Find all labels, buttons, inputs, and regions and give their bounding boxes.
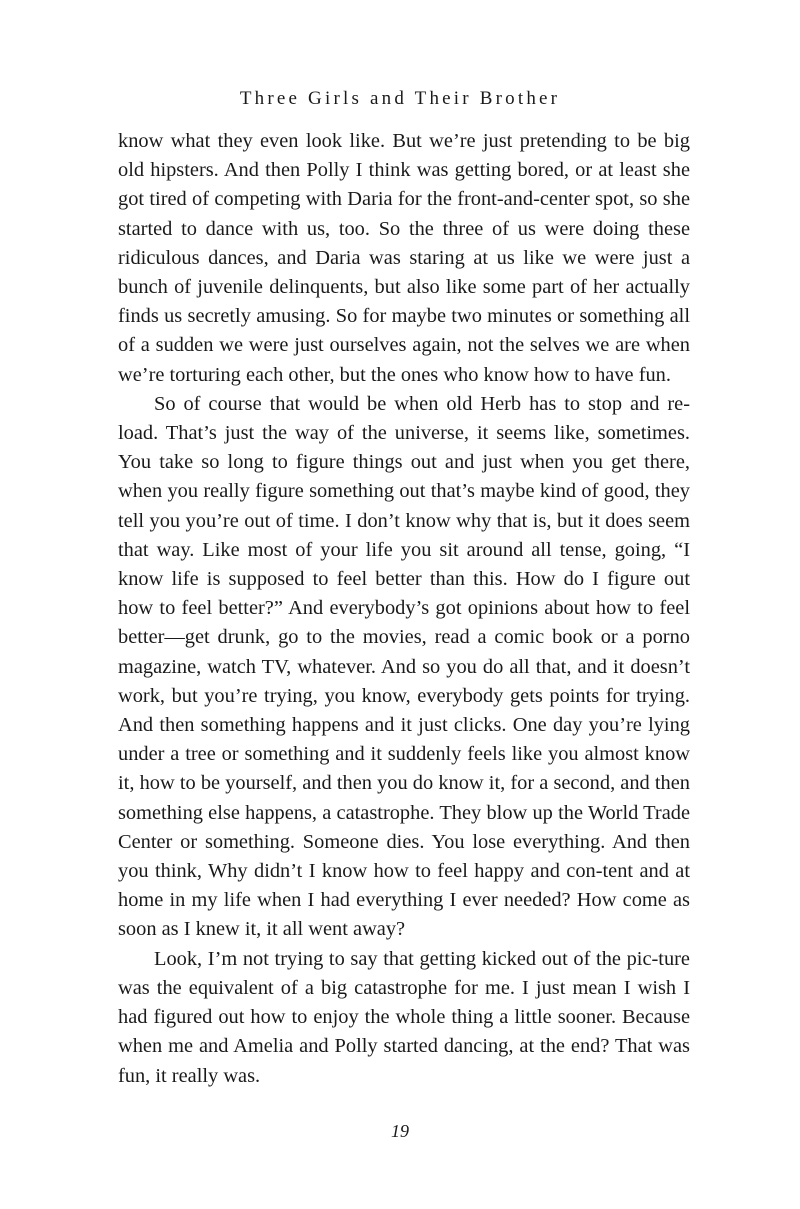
paragraph-continuation: know what they even look like. But we’re just pretending to be big old hipsters. And then Polly I think was getting bored, or at least she got tired of competing with Daria for the front-and-center spot, so she started to dance with us, too. So the three of us were doing these ridiculous dances, and Daria was staring at us like we were just a bunch of juvenile delinquents, but also like some part of her actually finds us secretly amusing. So for maybe two minutes or something all of a sudden we were just ourselves again, not the selves we are when we’re torturing each other, but the ones who know how to have fun.: [118, 130, 690, 386]
body-text: [118, 127, 690, 1091]
running-head: Three Girls and Their Brother: [239, 88, 561, 109]
paragraph: Look, I’m not trying to say that getting kicked out of the pic-ture was the equivalent of a big catastrophe for me. I just mean I wish I had figured out how to enjoy the whole thing a little sooner. Because when me and Amelia and Polly started dancing, at the end? That was fun, it really was.: [118, 947, 690, 1087]
paragraph: So of course that would be when old Herb has to stop and re-load. That’s just the way of the universe, it seems like, sometimes. You take so long to figure things out and just when you get there, when you really figure something out that’s maybe kind of good, they tell you you’re out of time. I don’t know why that is, but it does seem that way. Like most of your life you sit around all tense, going, “I know life is supposed to feel better than this. How do I figure out how to feel better?” And everybody’s got opinions about how to feel better—get drunk, go to the movies, read a comic book or a porno magazine, watch TV, whatever. And so you do all that, and it doesn’t work, but you’re trying, you know, everybody gets points for trying. And then something happens and it just clicks. One day you’re lying under a tree or something and it suddenly feels like you almost know it, how to be yourself, and then you do know it, for a second, and then something else happens, a catastrophe. They blow up the World Trade Center or something. Someone dies. You lose everything. And then you think, Why didn’t I know how to feel happy and con-tent and at home in my life when I had everything I ever needed? How come as soon as I knew it, it all went away?: [118, 392, 690, 941]
page-number: 19: [391, 1121, 409, 1141]
